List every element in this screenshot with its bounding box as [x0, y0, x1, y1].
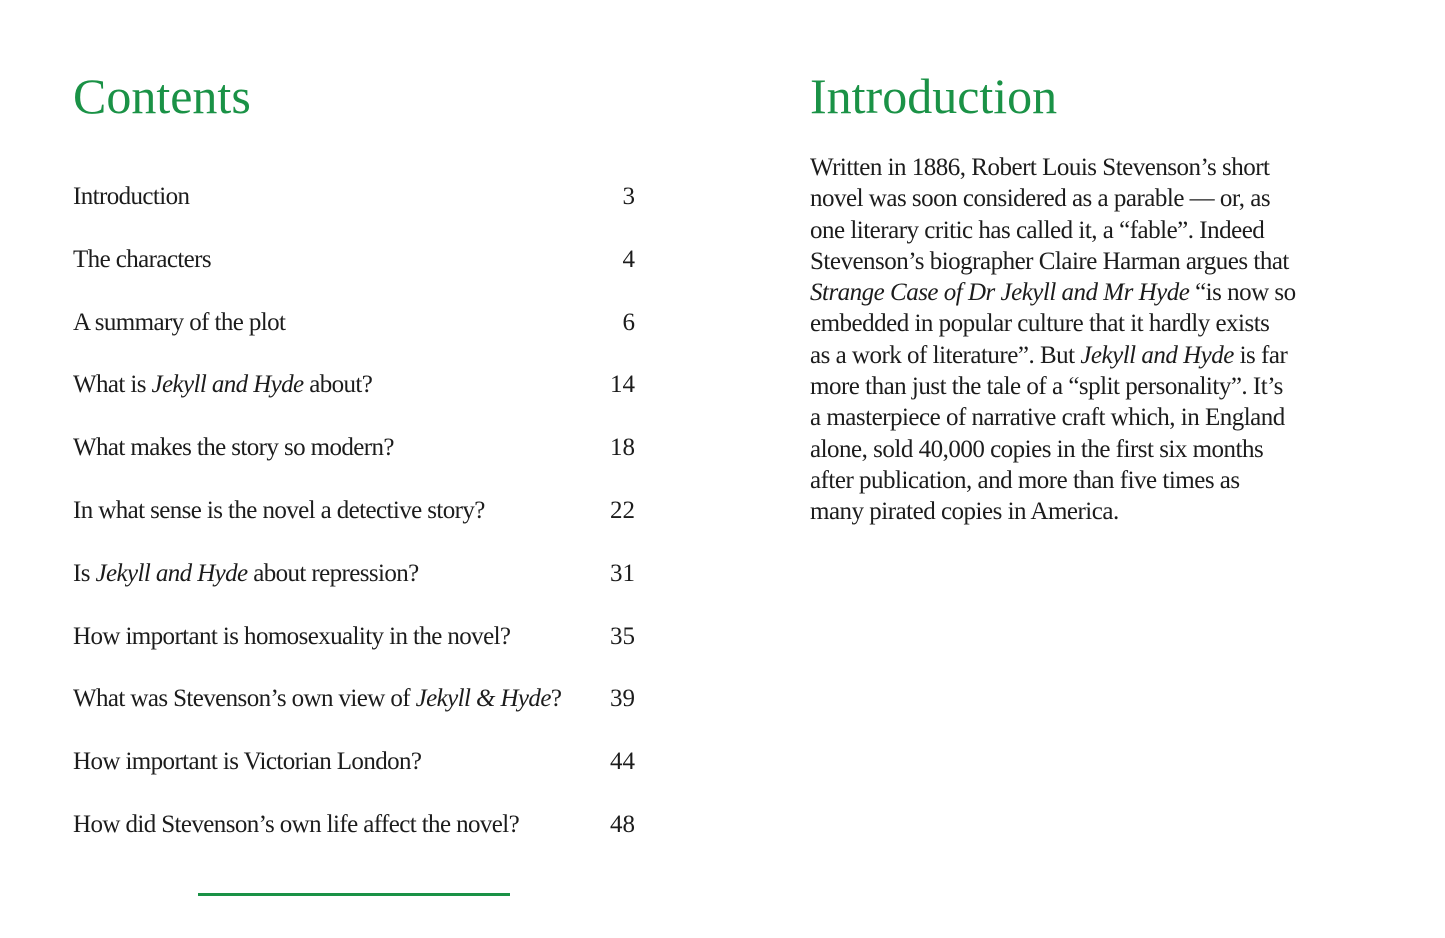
contents-entry[interactable]: [73, 800, 635, 863]
green-divider: [198, 893, 510, 896]
entry-page-number: 48: [610, 810, 635, 838]
entry-text: The characters: [73, 245, 212, 273]
entry-page-number: 22: [610, 496, 635, 524]
entry-text: In what sense is the novel a detective story?: [73, 496, 485, 524]
introduction-heading: Introduction: [810, 68, 1058, 124]
entry-title: [73, 674, 561, 724]
entry-italic: Jekyll & Hyde: [415, 685, 551, 713]
entry-title: [73, 172, 189, 222]
paragraph-line: [810, 215, 1390, 246]
entry-text: What is: [73, 371, 152, 399]
paragraph-line: [810, 496, 1390, 527]
line-text: embedded in popular culture that it hardly exists: [810, 310, 1270, 338]
line-text-end: is far: [1233, 341, 1288, 369]
entry-text-end: about?: [303, 371, 373, 399]
entry-text: Is: [73, 559, 96, 587]
contents-entry[interactable]: [73, 737, 635, 800]
entry-text: What makes the story so modern?: [73, 434, 394, 462]
paragraph-line: [810, 183, 1390, 214]
paragraph-line: [810, 371, 1390, 402]
line-text: novel was soon considered as a parable — or, as: [810, 185, 1271, 213]
paragraph-line: [810, 402, 1390, 433]
entry-text: A summary of the plot: [73, 308, 286, 336]
entry-text: Introduction: [73, 183, 190, 210]
line-text: after publication, and more than five times as: [810, 466, 1240, 494]
entry-page-number: 35: [610, 622, 635, 650]
contents-entry[interactable]: [73, 360, 635, 423]
contents-entry[interactable]: [73, 612, 635, 675]
paragraph-line: [810, 246, 1390, 277]
entry-title: [73, 737, 421, 787]
paragraph-line: [810, 465, 1390, 496]
entry-page-number: 6: [622, 308, 635, 336]
introduction-paragraph: [810, 152, 1390, 528]
contents-entry[interactable]: [73, 423, 635, 486]
entry-title: [73, 360, 372, 410]
entry-page-number: 14: [610, 371, 635, 399]
line-italic: Jekyll and Hyde: [1080, 341, 1234, 369]
contents-entry[interactable]: [73, 298, 635, 361]
entry-title: [73, 298, 285, 348]
entry-title: [73, 423, 394, 473]
entry-page-number: 18: [610, 434, 635, 462]
line-text: Stevenson’s biographer Claire Harman argues that: [810, 247, 1289, 275]
line-italic: Strange Case of Dr Jekyll and Mr Hyde: [810, 279, 1190, 307]
line-text: a masterpiece of narrative craft which, in England: [810, 404, 1285, 432]
contents-entry[interactable]: [73, 486, 635, 549]
entry-title: [73, 486, 485, 536]
entry-italic: Jekyll and Hyde: [151, 371, 304, 399]
entry-italic: Jekyll and Hyde: [95, 559, 248, 587]
line-text: one literary critic has called it, a “fable”. Indeed: [810, 216, 1265, 244]
entry-text-end: ?: [550, 685, 562, 713]
paragraph-line: [810, 308, 1390, 339]
contents-entry[interactable]: [73, 674, 635, 737]
line-text: many pirated copies in America.: [810, 498, 1119, 526]
contents-heading: Contents: [73, 68, 251, 124]
contents-list: [73, 172, 635, 863]
line-text: as a work of literature”. But: [810, 341, 1081, 369]
entry-text: How did Stevenson’s own life affect the novel?: [73, 810, 520, 838]
contents-entry[interactable]: [73, 235, 635, 298]
entry-title: [73, 235, 211, 285]
entry-page-number: 3: [622, 183, 635, 210]
entry-page-number: 31: [610, 559, 635, 587]
entry-text-end: about repression?: [247, 559, 419, 587]
entry-text: How important is Victorian London?: [73, 748, 422, 776]
line-text: more than just the tale of a “split personality”. It’s: [810, 373, 1283, 401]
paragraph-line: [810, 152, 1390, 183]
contents-entry[interactable]: [73, 172, 635, 235]
entry-page-number: 39: [610, 685, 635, 713]
entry-text: What was Stevenson’s own view of: [73, 685, 416, 713]
entry-page-number: 44: [610, 748, 635, 776]
paragraph-line: [810, 434, 1390, 465]
line-text: alone, sold 40,000 copies in the first six months: [810, 435, 1264, 463]
line-text-end: “is now so: [1189, 279, 1296, 307]
entry-title: [73, 800, 519, 850]
entry-title: [73, 549, 419, 599]
paragraph-line: [810, 340, 1390, 371]
entry-title: [73, 612, 510, 662]
entry-page-number: 4: [622, 245, 635, 273]
line-text: Written in 1886, Robert Louis Stevenson’s short: [810, 154, 1270, 181]
contents-entry[interactable]: [73, 549, 635, 612]
entry-text: How important is homosexuality in the novel?: [73, 622, 511, 650]
paragraph-line: [810, 277, 1390, 308]
